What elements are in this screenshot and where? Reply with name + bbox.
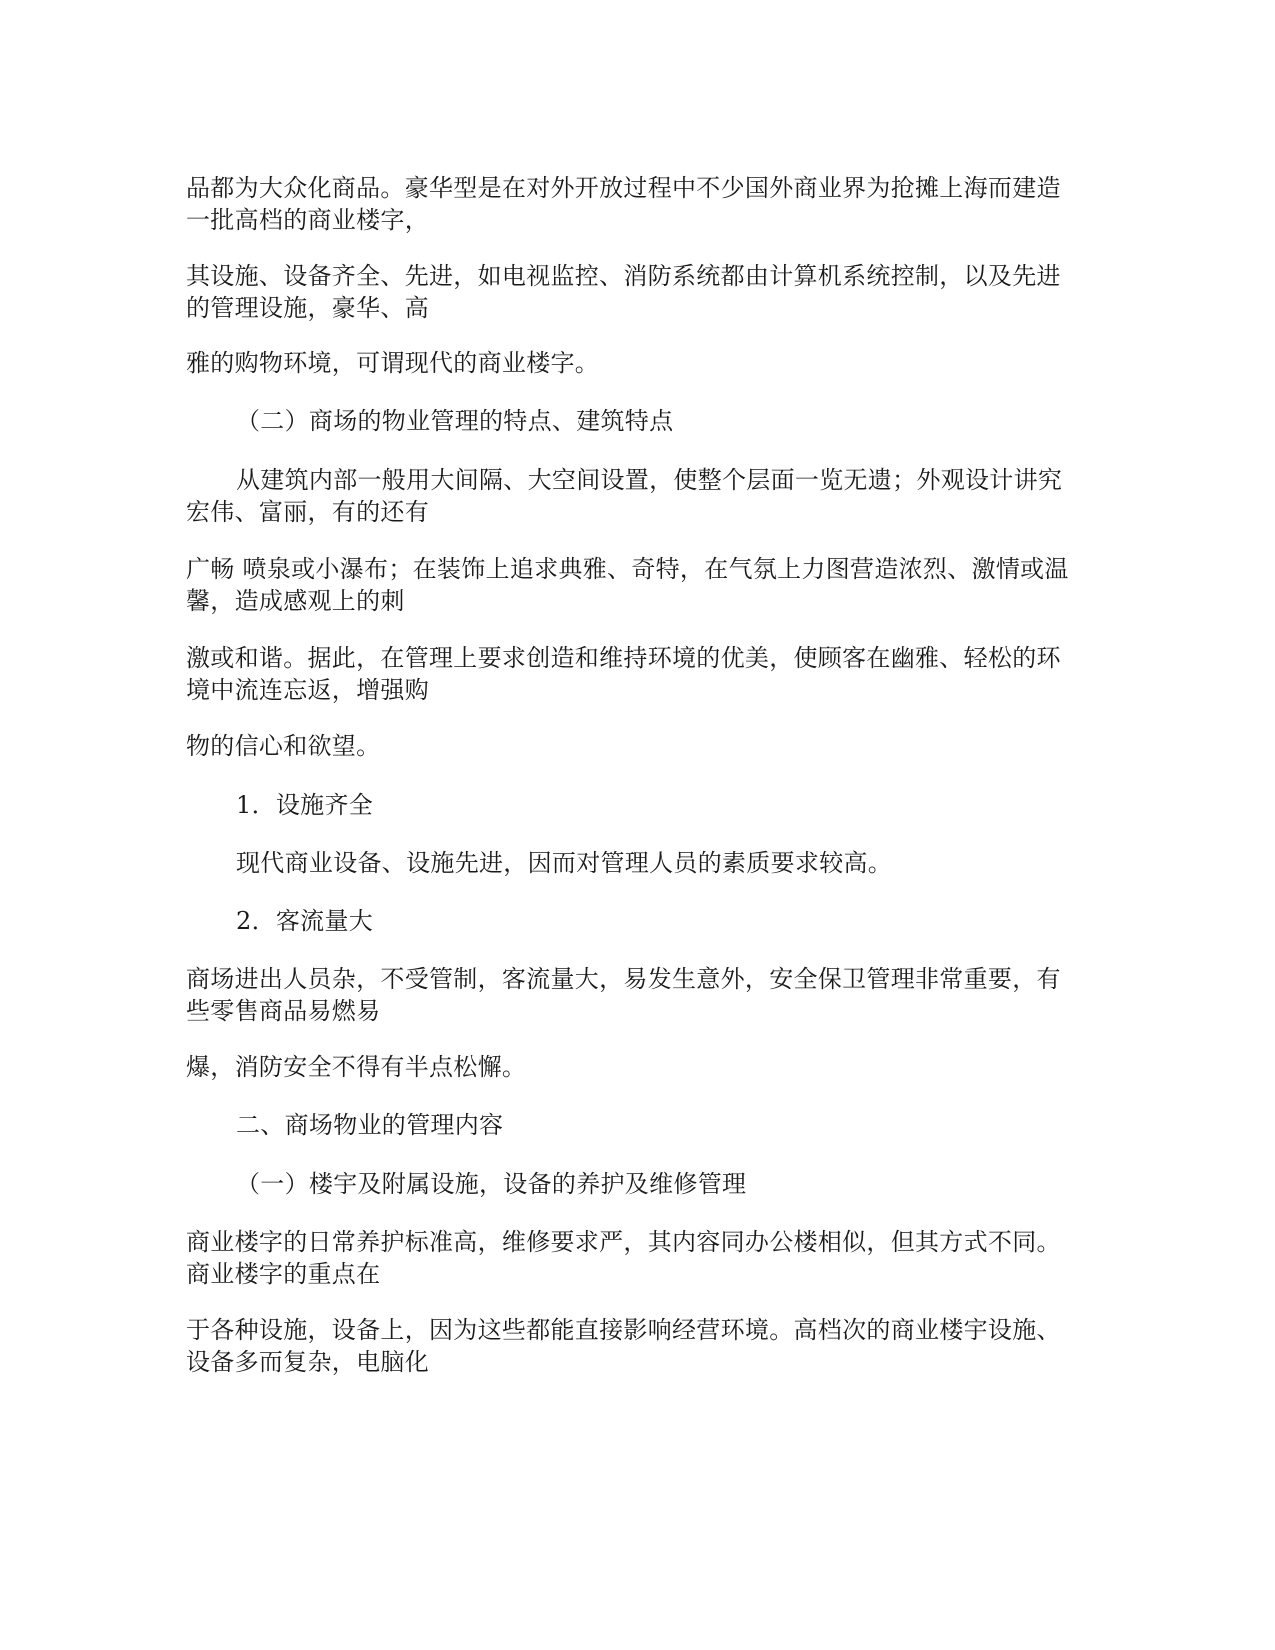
text-line: 馨，造成感观上的刺 [186, 587, 405, 615]
paragraph-modern-equipment [236, 847, 1136, 879]
heading-text: 1．设施齐全 [236, 791, 374, 819]
text-line: 商场进出人员杂，不受管制，客流量大，易发生意外，安全保卫管理非常重要，有 [186, 965, 1061, 993]
paragraph-management-requirement [186, 642, 1086, 706]
text-line: 境中流连忘返，增强购 [186, 676, 429, 704]
text-line: 激或和谐。据此，在管理上要求创造和维持环境的优美，使顾客在幽雅、轻松的环 [186, 644, 1061, 672]
section-heading-maintenance [236, 1168, 1136, 1200]
text-line: 物的信心和欲望。 [186, 732, 381, 760]
heading-text: （二）商场的物业管理的特点、建筑特点 [236, 407, 674, 435]
text-line: 商业楼字的重点在 [186, 1260, 381, 1288]
text-line: 品都为大众化商品。豪华型是在对外开放过程中不少国外商业界为抢摊上海而建造 [186, 174, 1061, 202]
text-line: 的管理设施，豪华、高 [186, 294, 429, 322]
section-heading-features [236, 405, 1136, 437]
paragraph-luxury-type [186, 172, 1086, 236]
text-line: 宏伟、富丽，有的还有 [186, 498, 429, 526]
paragraph-decoration [186, 553, 1086, 617]
text-line: 雅的购物环境，可谓现代的商业楼字。 [186, 349, 600, 377]
paragraph-shopping-environment [186, 347, 1086, 379]
paragraph-building-interior [186, 464, 1086, 528]
section-heading-management-content [236, 1109, 1136, 1141]
paragraph-confidence [186, 730, 1086, 762]
text-line: 爆，消防安全不得有半点松懈。 [186, 1053, 527, 1081]
text-line: 现代商业设备、设施先进，因而对管理人员的素质要求较高。 [236, 849, 893, 877]
paragraph-equipment-focus [186, 1314, 1086, 1378]
text-line: 广畅 喷泉或小瀑布；在装饰上追求典雅、奇特，在气氛上力图营造浓烈、激情或温 [186, 555, 1069, 583]
paragraph-fire-safety [186, 1051, 1086, 1083]
text-line: 其设施、设备齐全、先进，如电视监控、消防系统都由计算机系统控制，以及先进 [186, 262, 1061, 290]
heading-text: （一）楼宇及附属设施，设备的养护及维修管理 [236, 1170, 747, 1198]
list-item-heading-traffic [236, 905, 1136, 937]
text-line: 从建筑内部一般用大间隔、大空间设置，使整个层面一览无遗；外观设计讲究 [236, 466, 1063, 494]
text-line: 设备多而复杂，电脑化 [186, 1348, 429, 1376]
heading-text: 2．客流量大 [236, 907, 374, 935]
text-line: 商业楼字的日常养护标准高，维修要求严，其内容同办公楼相似，但其方式不同。 [186, 1228, 1061, 1256]
paragraph-facilities [186, 260, 1086, 324]
text-line: 一批高档的商业楼字， [186, 206, 429, 234]
paragraph-daily-maintenance [186, 1226, 1086, 1290]
list-item-heading-facilities [236, 789, 1136, 821]
text-line: 于各种设施，设备上，因为这些都能直接影响经营环境。高档次的商业楼宇设施、 [186, 1316, 1061, 1344]
paragraph-security [186, 963, 1086, 1027]
heading-text: 二、商场物业的管理内容 [236, 1111, 504, 1139]
text-line: 些零售商品易燃易 [186, 997, 381, 1025]
